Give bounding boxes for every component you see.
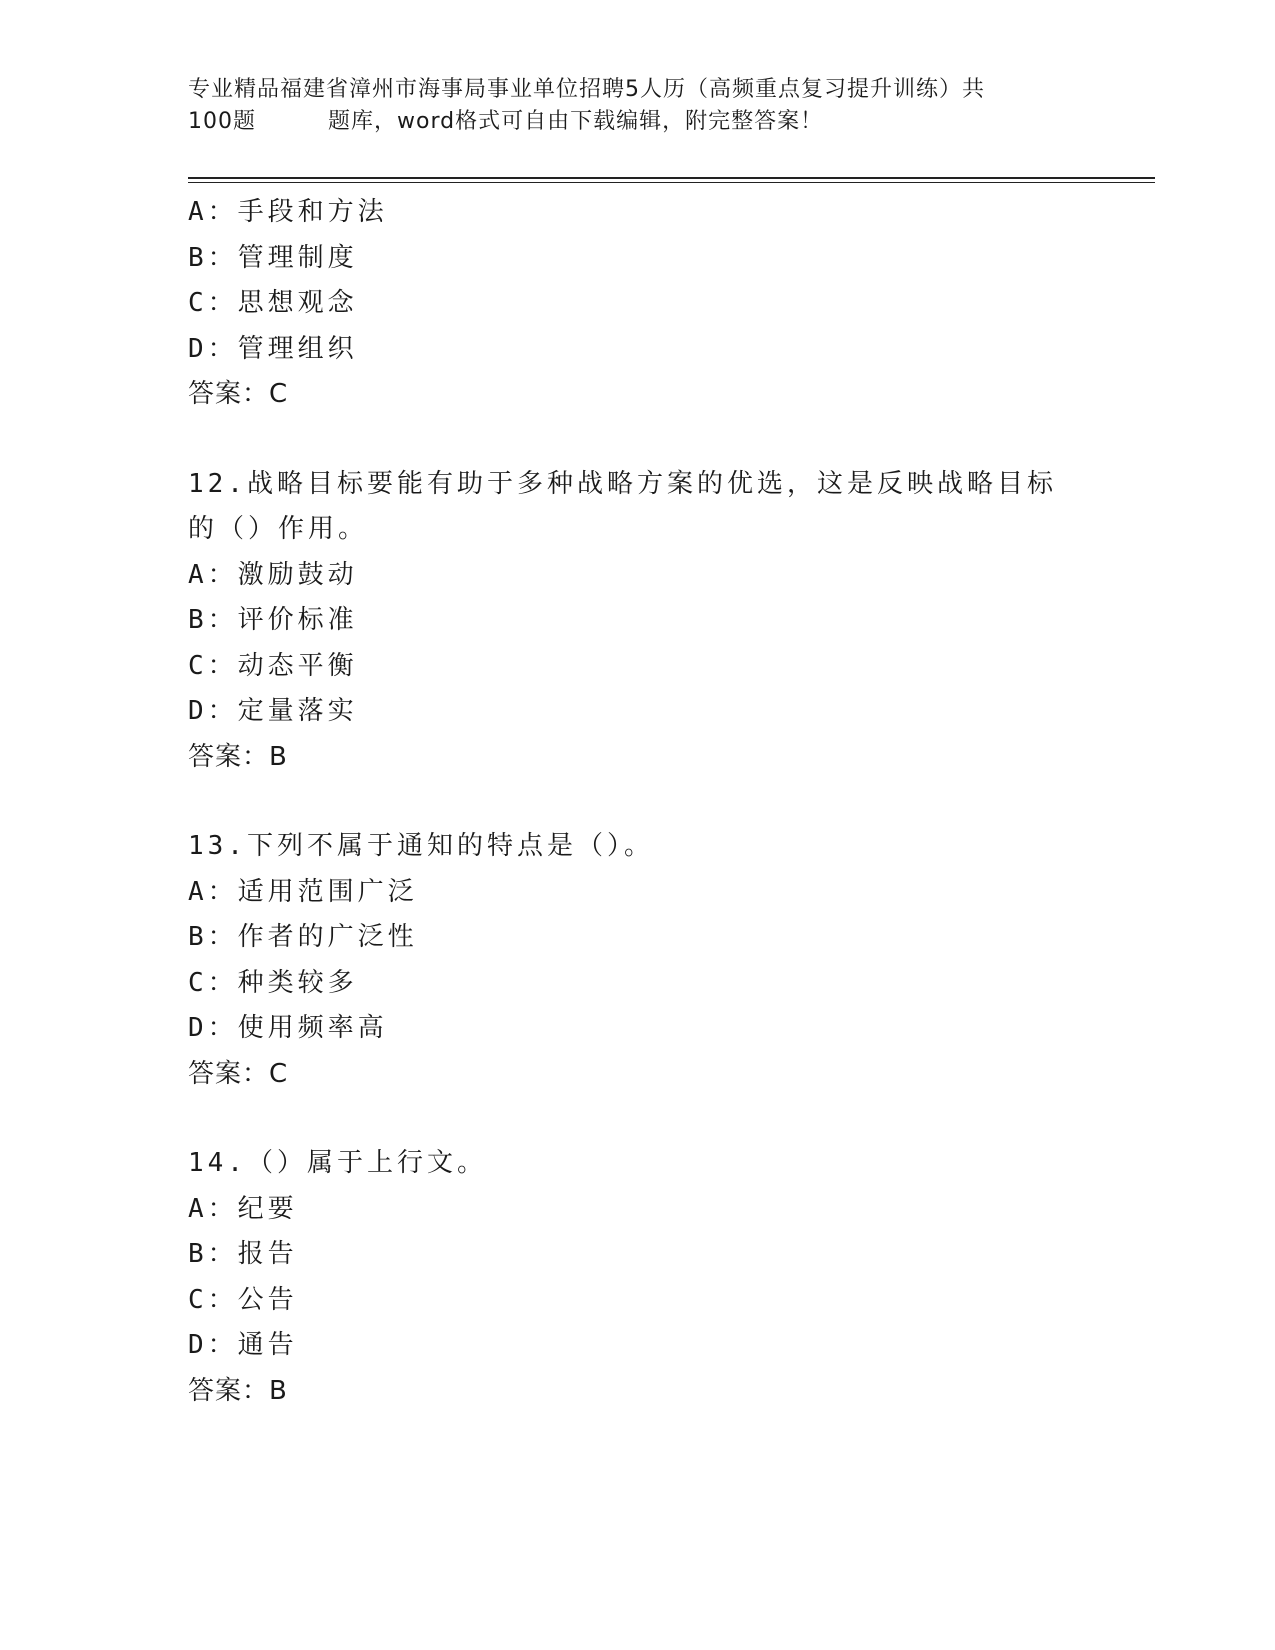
question-14 (188, 1141, 1088, 1414)
header-title-line-2 (188, 106, 1068, 138)
answer-line: 答案：B (188, 741, 288, 772)
option-c: C：种类较多 (188, 967, 358, 998)
option-b: B：管理制度 (188, 242, 358, 273)
answer-line: 答案：B (188, 1375, 288, 1406)
question-stem: 12.战略目标要能有助于多种战略方案的优选，这是反映战略目标的（）作用。 (188, 468, 1057, 544)
question-list (188, 190, 1088, 1414)
option-c: C：动态平衡 (188, 650, 358, 681)
header-title-line-1: 专业精品福建省漳州市海事局事业单位招聘5人历（高频重点复习提升训练）共 (188, 77, 985, 102)
header-divider-thick (188, 177, 1155, 179)
option-a: A：适用范围广泛 (188, 876, 418, 907)
option-a: A：手段和方法 (188, 197, 388, 227)
option-d: D：通告 (188, 1330, 298, 1360)
question-11-continued (188, 190, 1088, 418)
option-d: D：管理组织 (188, 333, 358, 364)
answer-line: 答案：C (188, 379, 289, 409)
option-b: B：评价标准 (188, 605, 358, 635)
option-c: C：公告 (188, 1284, 298, 1315)
option-c: C：思想观念 (188, 288, 358, 318)
question-stem: 13.下列不属于通知的特点是（）。 (188, 831, 654, 861)
header-divider-thin (188, 182, 1155, 183)
option-d: D：定量落实 (188, 696, 358, 726)
option-a: A：纪要 (188, 1193, 298, 1224)
option-b: B：作者的广泛性 (188, 922, 418, 952)
document-header (188, 74, 1068, 138)
option-a: A：激励鼓动 (188, 559, 358, 590)
header-subtitle: 题库，word格式可自由下载编辑，附完整答案！ (328, 109, 824, 134)
question-13 (188, 824, 1088, 1097)
option-b: B：报告 (188, 1239, 298, 1269)
answer-line: 答案：C (188, 1058, 289, 1089)
header-question-count: 100题 (188, 109, 256, 134)
option-d: D：使用频率高 (188, 1013, 388, 1043)
question-12 (188, 462, 1088, 781)
question-stem: 14.（）属于上行文。 (188, 1148, 487, 1178)
